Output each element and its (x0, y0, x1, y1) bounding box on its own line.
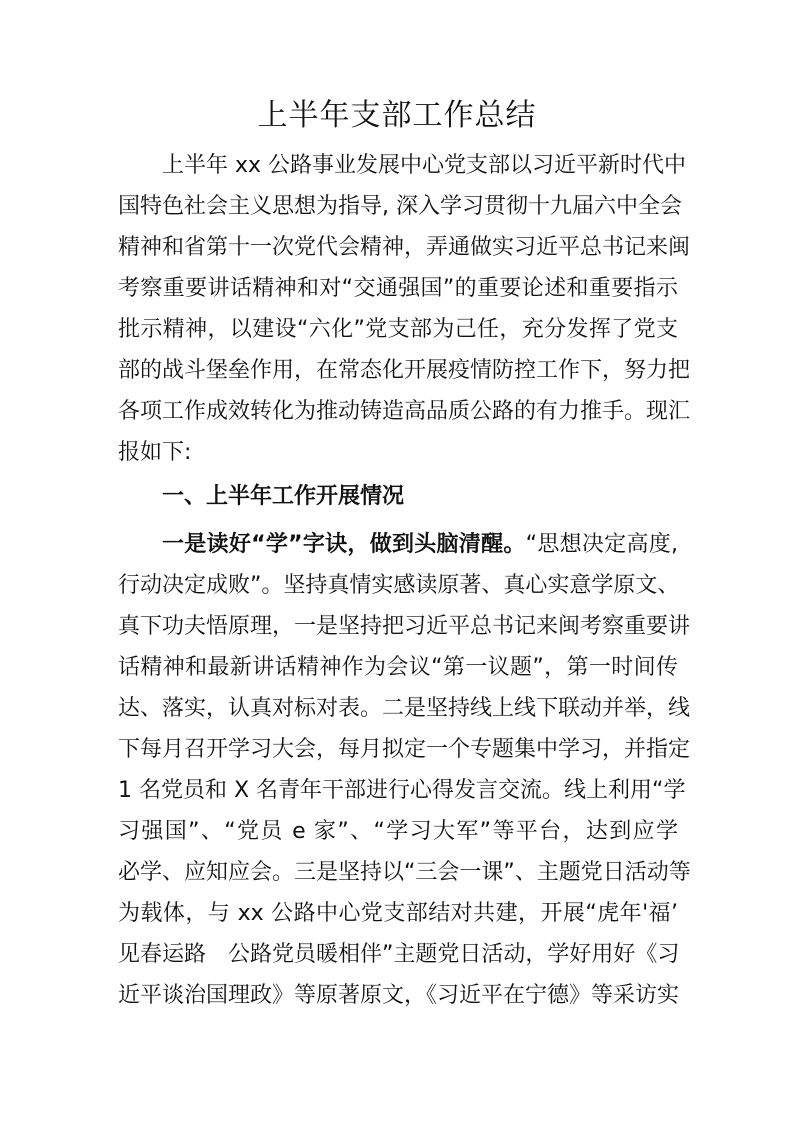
paragraph-line: 报如下: (118, 440, 192, 465)
paragraph-line: 行动决定成败”。坚持真情实感读原著、真心实意学原文、 (118, 573, 680, 598)
paragraph-line: 为载体，与 xx 公路中心党支部结对共建，开展“虎年'福’ (118, 901, 678, 926)
paragraph-line: 见春运路 公路党员暖相伴”主题党日活动，学好用好《习 (118, 942, 680, 967)
point-lead-line (162, 524, 678, 565)
point-lead: 一是读好“学”字诀，做到头脑清醒。 (162, 532, 526, 557)
point-lead-rest: “思想决定高度, (525, 532, 678, 557)
paragraph-line: 达、落实，认真对标对表。二是坚持线上线下联动并举，线 (118, 696, 691, 721)
section-heading: 一、上半年工作开展情况 (162, 484, 405, 509)
paragraph-line: 真下功夫悟原理，一是坚持把习近平总书记来闽考察重要讲 (118, 614, 691, 639)
paragraph-line: 1 名党员和 X 名青年干部进行心得发言交流。线上利用“学 (118, 778, 686, 803)
paragraph-line: 部的战斗堡垒作用，在常态化开展疫情防控工作下，努力把 (118, 358, 691, 383)
paragraph-line: 近平谈治国理政》等原著原文，《习近平在宁德》等采访实 (118, 983, 680, 1008)
paragraph-line: 习强国”、“党员 e 家”、“学习大军”等平台，达到应学 (118, 819, 678, 844)
paragraph-line: 上半年 xx 公路事业发展中心党支部以习近平新时代中 (162, 153, 687, 178)
paragraph-line: 各项工作成效转化为推动铸造高品质公路的有力推手。现汇 (118, 399, 691, 424)
document-title: 上半年支部工作总结 (257, 98, 537, 133)
paragraph-line: 精神和省第十一次党代会精神，弄通做实习近平总书记来闽 (118, 235, 691, 260)
paragraph-line: 话精神和最新讲话精神作为会议“第一议题”，第一时间传 (118, 655, 678, 680)
paragraph-line: 考察重要讲话精神和对“交通强国”的重要论述和重要指示 (118, 276, 678, 301)
paragraph-line: 国特色社会主义思想为指导, 深入学习贯彻十九届六中全会 (118, 194, 682, 219)
paragraph-line: 批示精神，以建设“六化”党支部为己任，充分发挥了党支 (118, 317, 678, 342)
paragraph-line: 必学、应知应会。三是坚持以“三会一课”、主题党日活动等 (118, 860, 691, 885)
paragraph-line: 下每月召开学习大会，每月拟定一个专题集中学习，并指定 (118, 737, 691, 762)
